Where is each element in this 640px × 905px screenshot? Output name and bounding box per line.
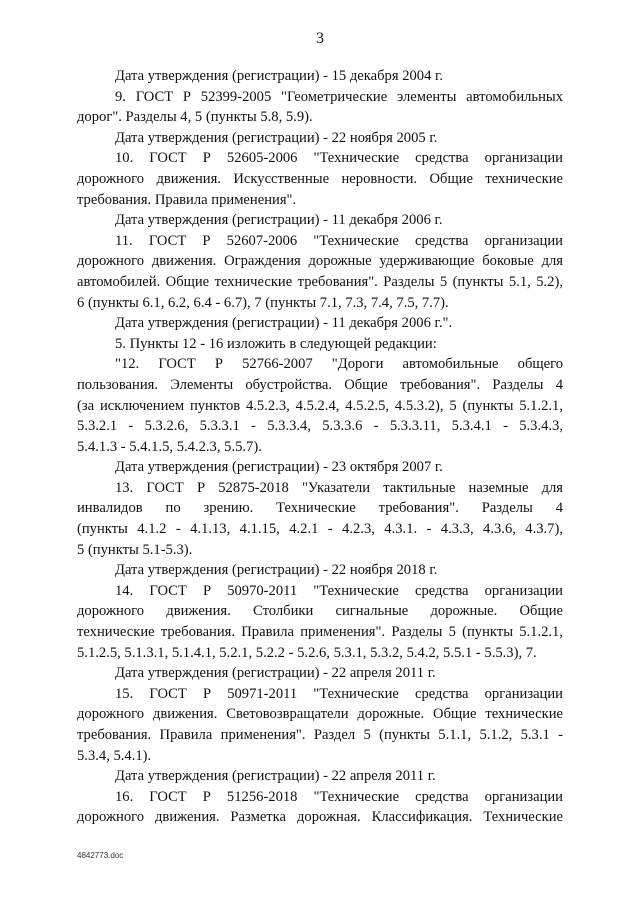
text-line: Дата утверждения (регистрации) - 11 декабря 2006 г. xyxy=(115,212,443,229)
text-line: 14. ГОСТ Р 50970-2011 "Технические средства организации xyxy=(115,582,563,599)
text-line: требования. Правила применения". xyxy=(77,191,297,208)
text-line: "12. ГОСТ Р 52766-2007 "Дороги автомобильные общего xyxy=(115,356,563,373)
text-line: автомобилей. Общие технические требования". Разделы 5 (пункты 5.1, 5.2), xyxy=(77,273,563,290)
text-line: дорожного движения. Искусственные неровности. Общие технические xyxy=(77,170,563,187)
text-line: 5.1.2.5, 5.1.3.1, 5.1.4.1, 5.2.1, 5.2.2 - 5.2.6, 5.3.1, 5.3.2, 5.4.2, 5.5.1 - 5.5.3), 7. xyxy=(77,644,537,661)
text-line: дорог". Разделы 4, 5 (пункты 5.8, 5.9). xyxy=(77,109,313,126)
text-line: 5.3.4, 5.4.1). xyxy=(77,747,152,764)
text-line: дорожного движения. Световозвращатели дорожные. Общие технические xyxy=(77,706,563,723)
text-line: 5.3.2.1 - 5.3.2.6, 5.3.3.1 - 5.3.3.4, 5.3.3.6 - 5.3.3.11, 5.3.4.1 - 5.3.4.3, xyxy=(77,418,563,435)
text-line: Дата утверждения (регистрации) - 22 апреля 2011 г. xyxy=(115,665,436,682)
text-line: Дата утверждения (регистрации) - 22 ноября 2005 г. xyxy=(115,129,438,146)
text-line: Дата утверждения (регистрации) - 23 октября 2007 г. xyxy=(115,459,443,476)
text-line: (пункты 4.1.2 - 4.1.13, 4.1.15, 4.2.1 - 4.2.3, 4.3.1. - 4.3.3, 4.3.6, 4.3.7), xyxy=(77,521,563,538)
text-line: Дата утверждения (регистрации) - 15 декабря 2004 г. xyxy=(115,68,444,84)
text-line: 6 (пункты 6.1, 6.2, 6.4 - 6.7), 7 (пункты 7.1, 7.3, 7.4, 7.5, 7.7). xyxy=(77,294,449,311)
text-line: дорожного движения. Разметка дорожная. Классификация. Технические xyxy=(77,809,563,826)
text-line: дорожного движения. Столбики сигнальные дорожные. Общие xyxy=(77,603,563,620)
page-number: 3 xyxy=(316,30,324,47)
text-line: 5. Пункты 12 - 16 изложить в следующей редакции: xyxy=(115,335,437,352)
text-line: 9. ГОСТ Р 52399-2005 "Геометрические элементы автомобильных xyxy=(115,88,563,105)
text-line: 13. ГОСТ Р 52875-2018 "Указатели тактильные наземные для xyxy=(115,479,563,496)
text-line: Дата утверждения (регистрации) - 11 декабря 2006 г.". xyxy=(115,315,453,332)
text-line: пользования. Элементы обустройства. Общие требования". Разделы 4 xyxy=(77,376,563,393)
text-line: дорожного движения. Ограждения дорожные удерживающие боковые для xyxy=(77,253,563,270)
text-line: 11. ГОСТ Р 52607-2006 "Технические средства организации xyxy=(115,232,563,249)
text-line: Дата утверждения (регистрации) - 22 ноября 2018 г. xyxy=(115,562,438,579)
text-line: Дата утверждения (регистрации) - 22 апреля 2011 г. xyxy=(115,768,436,785)
text-line: 5 (пункты 5.1-5.3). xyxy=(77,541,193,558)
text-line: инвалидов по зрению. Технические требования". Разделы 4 xyxy=(77,500,563,517)
text-line: 15. ГОСТ Р 50971-2011 "Технические средства организации xyxy=(115,685,563,702)
text-line: требования. Правила применения". Раздел 5 (пункты 5.1.1, 5.1.2, 5.3.1 - xyxy=(77,727,563,743)
footer-filename: 4842773.doc xyxy=(77,851,124,860)
text-line: (за исключением пунктов 4.5.2.3, 4.5.2.4, 4.5.2.5, 4.5.3.2), 5 (пункты 5.1.2.1, xyxy=(77,397,563,414)
text-line: технические требования. Правила применения". Разделы 5 (пункты 5.1.2.1, xyxy=(77,624,563,641)
document-body xyxy=(77,66,563,828)
text-line: 16. ГОСТ Р 51256-2018 "Технические средства организации xyxy=(115,788,563,805)
text-line: 5.4.1.3 - 5.4.1.5, 5.4.2.3, 5.5.7). xyxy=(77,438,262,455)
text-line: 10. ГОСТ Р 52605-2006 "Технические средства организации xyxy=(115,150,563,167)
